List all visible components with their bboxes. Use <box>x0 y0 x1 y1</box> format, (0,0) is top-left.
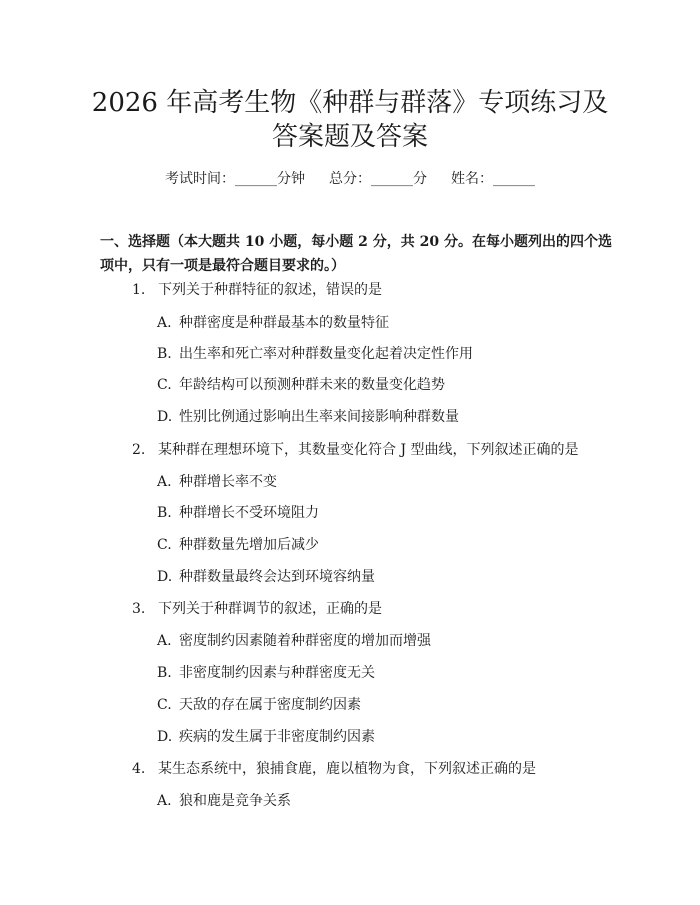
option-text: 种群数量先增加后减少 <box>179 537 319 553</box>
option-text: 年龄结构可以预测种群未来的数量变化趋势 <box>179 377 445 393</box>
option-text: 非密度制约因素与种群密度无关 <box>179 665 375 681</box>
option-letter: B. <box>157 346 172 362</box>
option-letter: B. <box>157 505 172 521</box>
option-text: 种群数量最终会达到环境容纳量 <box>179 569 375 585</box>
option-text: 种群增长率不变 <box>179 474 277 490</box>
question-1 <box>132 281 382 299</box>
question-number: 4. <box>132 761 146 777</box>
section-heading <box>100 230 612 278</box>
question-2 <box>132 441 579 459</box>
total-score-field: 总分：______分 <box>329 171 427 187</box>
option-letter: B. <box>157 665 172 681</box>
option-text: 密度制约因素随着种群密度的增加而增强 <box>179 633 431 649</box>
option-text: 种群增长不受环境阻力 <box>179 505 319 521</box>
option-letter: A. <box>157 793 172 809</box>
question-stem: 某生态系统中，狼捕食鹿，鹿以植物为食，下列叙述正确的是 <box>158 761 536 777</box>
question-3 <box>132 600 382 618</box>
page-title-line1: 2026 年高考生物《种群与群落》专项练习及 <box>91 88 609 118</box>
option-letter: D. <box>157 569 173 585</box>
option-text: 天敌的存在属于密度制约因素 <box>179 697 361 713</box>
section-heading-line2: 项中，只有一项是最符合题目要求的。） <box>100 258 345 274</box>
question-3-option-c <box>157 696 361 714</box>
question-2-option-c <box>157 536 319 554</box>
option-text: 性别比例通过影响出生率来间接影响种群数量 <box>179 409 459 425</box>
option-text: 疾病的发生属于非密度制约因素 <box>179 729 375 745</box>
question-stem: 某种群在理想环境下，其数量变化符合 J 型曲线，下列叙述正确的是 <box>158 442 579 458</box>
option-letter: A. <box>157 315 172 331</box>
exam-time-field: 考试时间：______分钟 <box>165 171 305 187</box>
question-2-option-a <box>157 473 277 491</box>
option-text: 出生率和死亡率对种群数量变化起着决定性作用 <box>179 346 473 362</box>
question-3-option-a <box>157 632 431 650</box>
option-text: 狼和鹿是竞争关系 <box>179 793 291 809</box>
question-1-option-a <box>157 314 389 332</box>
question-number: 3. <box>132 601 146 617</box>
page-title-line2: 答案题及答案 <box>271 122 428 152</box>
exam-info <box>0 170 700 188</box>
question-3-option-b <box>157 664 375 682</box>
option-letter: C. <box>157 377 172 393</box>
option-letter: C. <box>157 537 172 553</box>
question-2-option-d <box>157 568 375 586</box>
option-letter: C. <box>157 697 172 713</box>
option-letter: A. <box>157 474 172 490</box>
question-4 <box>132 760 536 778</box>
question-4-option-a <box>157 792 291 810</box>
option-letter: D. <box>157 729 173 745</box>
option-text: 种群密度是种群最基本的数量特征 <box>179 315 389 331</box>
question-number: 2. <box>132 442 146 458</box>
question-3-option-d <box>157 728 375 746</box>
student-name-field: 姓名：______ <box>451 171 535 187</box>
option-letter: D. <box>157 409 173 425</box>
option-letter: A. <box>157 633 172 649</box>
section-heading-line1: 一、选择题（本大题共 10 小题，每小题 2 分，共 20 分。在每小题列出的四个选 <box>100 234 612 250</box>
question-1-option-b <box>157 345 473 363</box>
question-2-option-b <box>157 504 319 522</box>
question-number: 1. <box>132 282 146 298</box>
question-1-option-d <box>157 408 459 426</box>
question-1-option-c <box>157 376 445 394</box>
question-stem: 下列关于种群调节的叙述，正确的是 <box>158 601 382 617</box>
question-stem: 下列关于种群特征的叙述，错误的是 <box>158 282 382 298</box>
